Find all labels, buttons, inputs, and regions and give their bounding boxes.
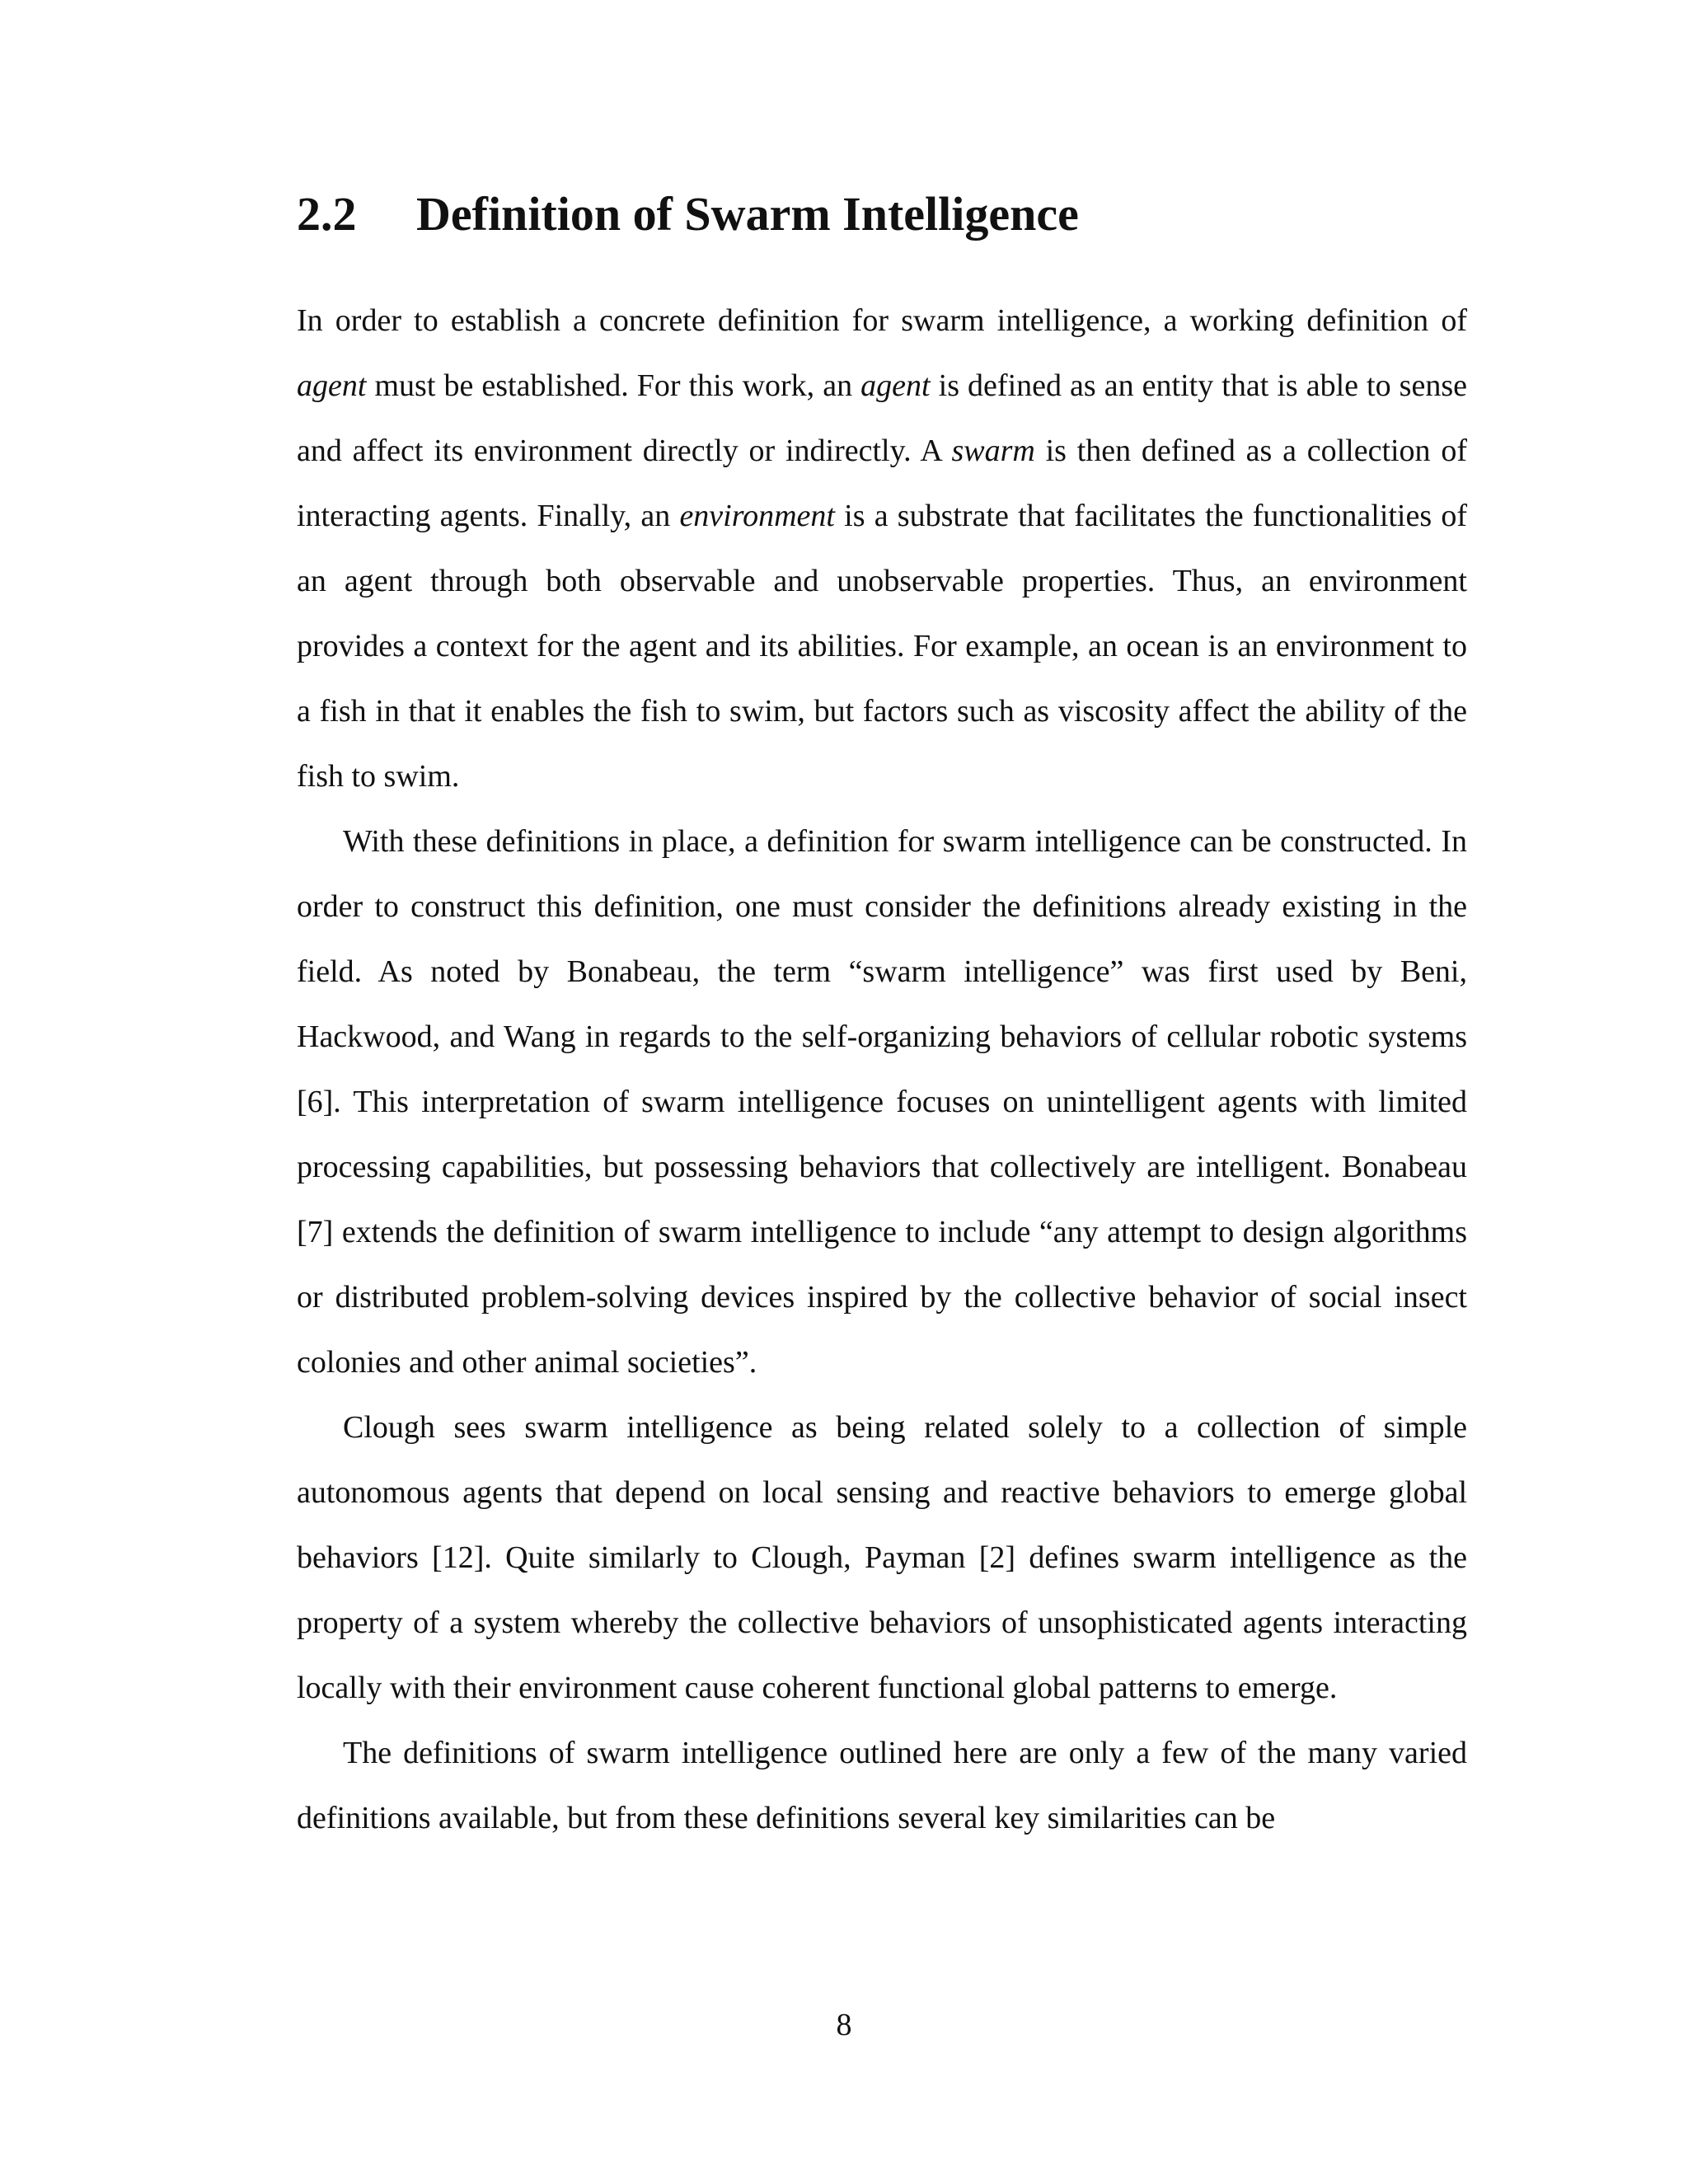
paragraph-1 — [297, 288, 1467, 809]
paragraph-2 — [297, 809, 1467, 1395]
emphasis-agent: agent — [860, 368, 931, 403]
text-run: is defined as an entity that is able to sense and affect its environment directly or indirectly. A — [297, 368, 1467, 468]
page-number: 8 — [836, 2008, 852, 2042]
body-text — [297, 288, 1467, 1851]
text-run: With these definitions in place, a definition for swarm intelligence can be constructed. In order to construct this definition, one must consider the definitions already existing in the field. As noted by Bonabeau, the term “swarm intelligence” was first used by Beni, Hackwood, and Wang in regards to the self-organizing behaviors of cellular robotic systems [6]. This interpretation of swarm intelligence focuses on unintelligent agents with limited processing capabilities, but possessing behaviors that collectively are intelligent. Bonabeau [7] extends the definition of swarm intelligence to include “any attempt to design algorithms or distributed problem-solving devices inspired by the collective behavior of social insect colonies and other animal societies”. — [297, 824, 1467, 1380]
section-number: 2.2 — [297, 187, 357, 241]
text-run: is then defined as a collection of interacting agents. Finally, an — [297, 434, 1467, 533]
text-run: The definitions of swarm intelligence outlined here are only a few of the many varied definitions available, but from these definitions several key similarities can be — [297, 1736, 1467, 1835]
section-heading — [297, 181, 1467, 247]
emphasis-swarm: swarm — [951, 434, 1035, 468]
paragraph-3 — [297, 1395, 1467, 1721]
text-run: In order to establish a concrete definition for swarm intelligence, a working definition of — [297, 303, 1467, 338]
text-run: must be established. For this work, an — [366, 368, 861, 403]
emphasis-agent: agent — [297, 368, 367, 403]
paragraph-4 — [297, 1721, 1467, 1851]
section-title: Definition of Swarm Intelligence — [416, 187, 1079, 241]
emphasis-environment: environment — [679, 499, 835, 533]
text-run: Clough sees swarm intelligence as being related solely to a collection of simple autonomous agents that depend on local sensing and reactive behaviors to emerge global behaviors [12]. Quite similarly to Clough, Payman [2] defines swarm intelligence as the property of a system whereby the collective behaviors of unsophisticated agents interacting locally with their environment cause coherent functional global patterns to emerge. — [297, 1410, 1467, 1705]
text-run: is a substrate that facilitates the functionalities of an agent through both observable and unobservable properties. Thus, an environment provides a context for the agent and its abilities. For example, an ocean is an environment to a fish in that it enables the fish to swim, but factors such as viscosity affect the ability of the fish to swim. — [297, 499, 1467, 794]
